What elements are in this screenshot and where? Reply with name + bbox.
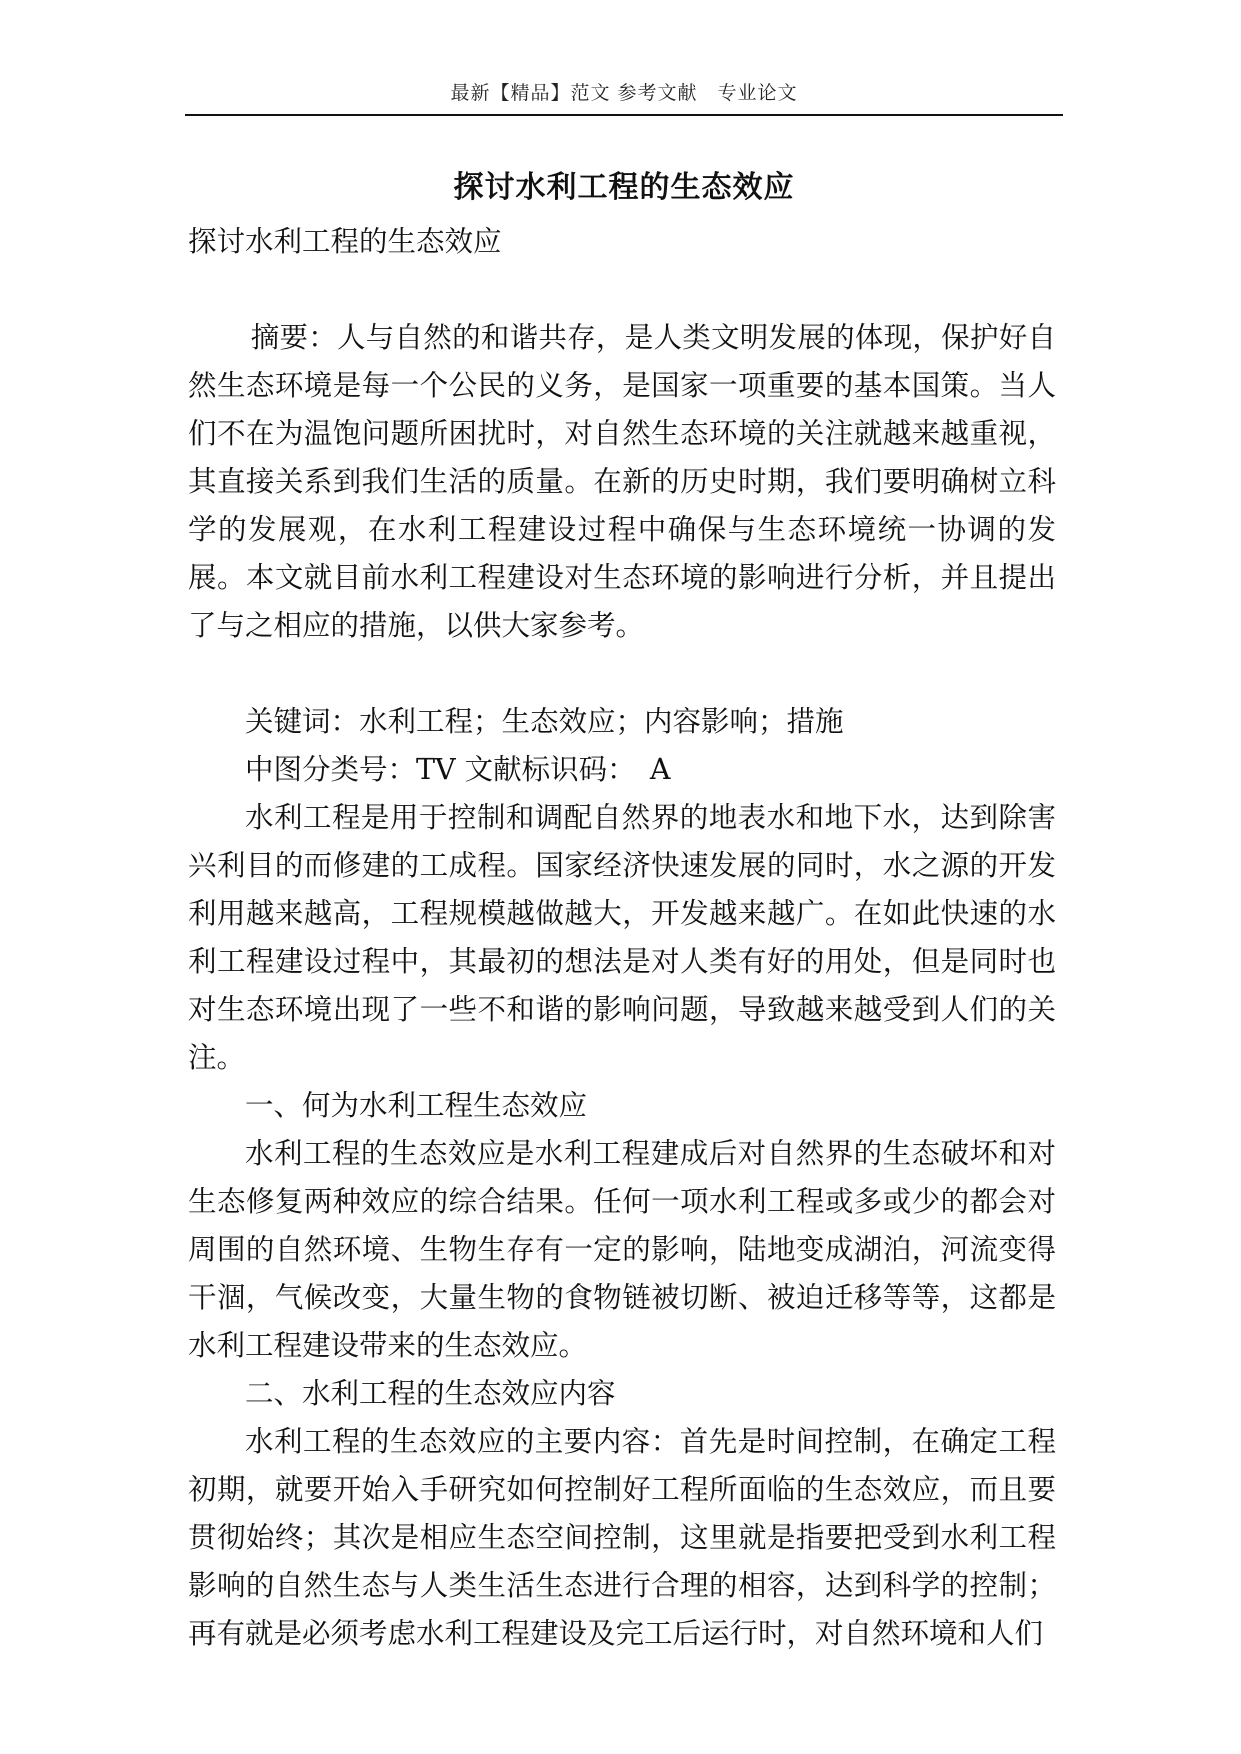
document-body xyxy=(188,218,1056,1658)
document-title: 探讨水利工程的生态效应 xyxy=(453,170,795,205)
section-1-heading: 一、何为水利工程生态效应 xyxy=(245,1089,588,1122)
header-divider xyxy=(185,114,1063,116)
page-header: 最新【精品】范文 参考文献 专业论文 xyxy=(450,82,798,104)
document-subtitle: 探讨水利工程的生态效应 xyxy=(188,225,502,258)
intro-paragraph: 水利工程是用于控制和调配自然界的地表水和地下水，达到除害兴利目的而修建的工成程。国家经济快速发展的同时，水之源的开发利用越来越高，工程规模越做越大，开发越来越广。在如此快速的水利工程建设过程中，其最初的想法是对人类有好的用处，但是同时也对生态环境出现了一些不和谐的影响问题，导致越来越受到人们的关注。 xyxy=(188,801,1056,1074)
section-2-heading: 二、水利工程的生态效应内容 xyxy=(245,1377,616,1410)
section-2-paragraph: 水利工程的生态效应的主要内容：首先是时间控制，在确定工程初期，就要开始入手研究如何控制好工程所面临的生态效应，而且要贯彻始终；其次是相应生态空间控制，这里就是指要把受到水利工程影响的自然生态与人类生活生态进行合理的相容，达到科学的控制；再有就是必须考虑水利工程建设及完工后运行时，对自然环境和人们 xyxy=(188,1425,1056,1650)
classification-line: 中图分类号：TV 文献标识码： A xyxy=(245,753,671,786)
abstract-paragraph: 摘要：人与自然的和谐共存，是人类文明发展的体现，保护好自然生态环境是每一个公民的义务，是国家一项重要的基本国策。当人们不在为温饱问题所困扰时，对自然生态环境的关注就越来越重视，其直接关系到我们生活的质量。在新的历史时期，我们要明确树立科学的发展观，在水利工程建设过程中确保与生态环境统一协调的发展。本文就目前水利工程建设对生态环境的影响进行分析，并且提出了与之相应的措施，以供大家参考。 xyxy=(188,321,1056,642)
keywords-line: 关键词：水利工程；生态效应；内容影响；措施 xyxy=(245,705,844,738)
section-1-paragraph: 水利工程的生态效应是水利工程建成后对自然界的生态破坏和对生态修复两种效应的综合结果。任何一项水利工程或多或少的都会对周围的自然环境、生物生存有一定的影响，陆地变成湖泊，河流变得干涸，气候改变，大量生物的食物链被切断、被迫迁移等等，这都是水利工程建设带来的生态效应。 xyxy=(188,1137,1056,1362)
